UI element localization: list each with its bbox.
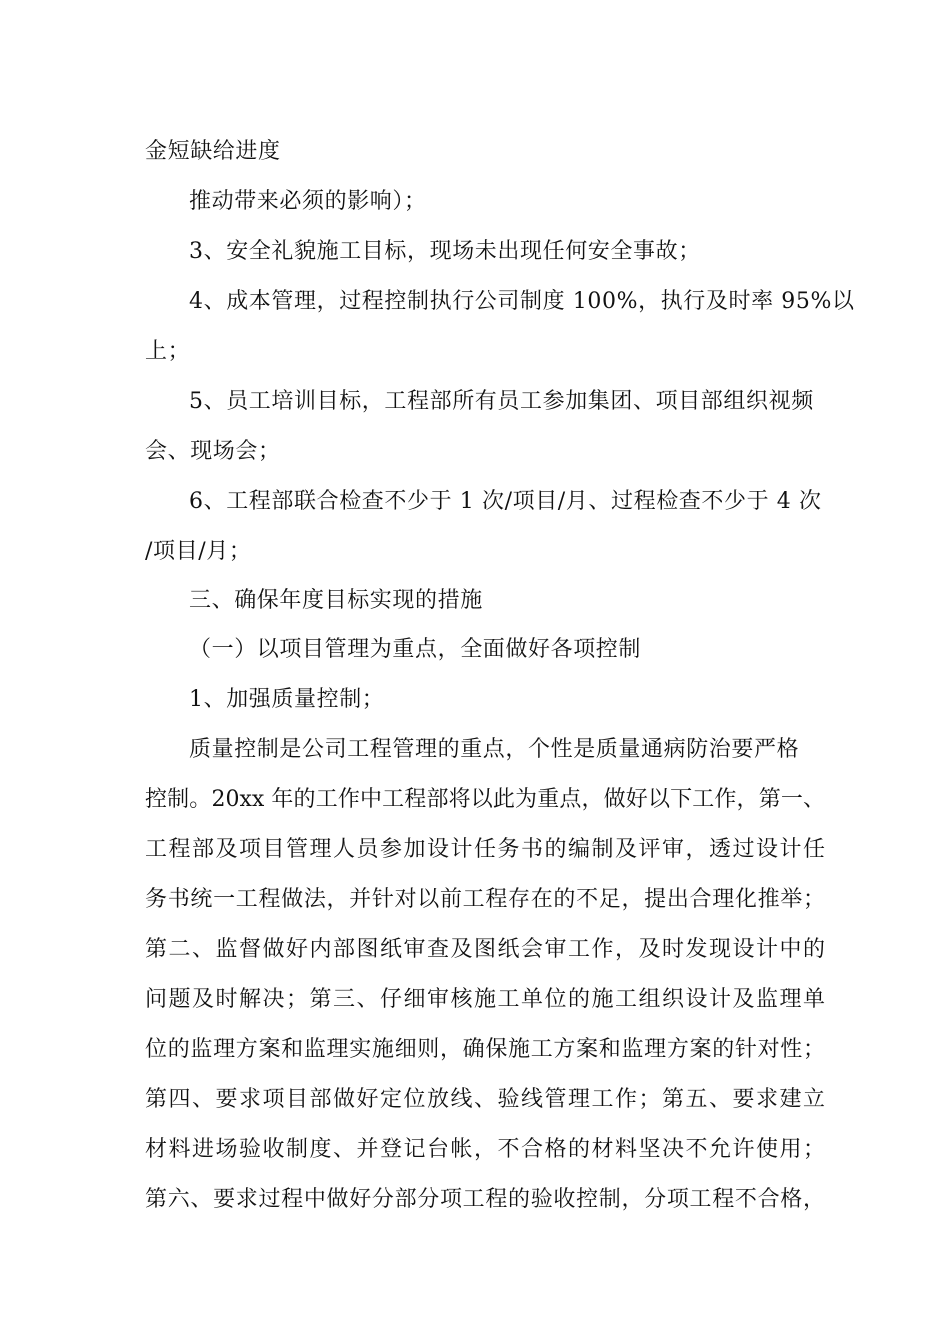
text-line: 工程部及项目管理人员参加设计任务书的编制及评审，透过设计任 <box>145 837 825 862</box>
text-line: 第六、要求过程中做好分部分项工程的验收控制，分项工程不合格， <box>145 1187 825 1212</box>
text-line: 5、员工培训目标，工程部所有员工参加集团、项目部组织视频 <box>189 389 814 414</box>
text-line: 金短缺给进度 <box>145 139 281 164</box>
text-line: 第二、监督做好内部图纸审查及图纸会审工作，及时发现设计中的 <box>145 937 825 962</box>
text-line: 1、加强质量控制； <box>189 687 385 712</box>
text-line: /项目/月； <box>145 539 252 564</box>
text-line: 控制。20xx 年的工作中工程部将以此为重点，做好以下工作，第一、 <box>145 787 825 812</box>
section-heading: 三、确保年度目标实现的措施 <box>189 588 483 613</box>
text-line: 位的监理方案和监理实施细则，确保施工方案和监理方案的针对性； <box>145 1037 825 1062</box>
text-line: 问题及时解决；第三、仔细审核施工单位的施工组织设计及监理单 <box>145 987 825 1012</box>
text-line: 第四、要求项目部做好定位放线、验线管理工作；第五、要求建立 <box>145 1087 825 1112</box>
text-line: 4、成本管理，过程控制执行公司制度 100%，执行及时率 95%以 <box>189 289 855 314</box>
text-line: 6、工程部联合检查不少于 1 次/项目/月、过程检查不少于 4 次 <box>189 489 822 514</box>
text-line: 上； <box>145 339 191 364</box>
text-line: 务书统一工程做法，并针对以前工程存在的不足，提出合理化推举； <box>145 887 825 912</box>
subsection-heading: （一）以项目管理为重点，全面做好各项控制 <box>189 637 642 662</box>
text-line: 材料进场验收制度、并登记台帐，不合格的材料坚决不允许使用； <box>145 1137 825 1162</box>
text-line: 3、安全礼貌施工目标，现场未出现任何安全事故； <box>189 239 701 264</box>
text-line: 推动带来必须的影响）； <box>189 189 427 214</box>
text-line: 会、现场会； <box>145 439 281 464</box>
text-line: 质量控制是公司工程管理的重点，个性是质量通病防治要严格 <box>189 737 800 762</box>
